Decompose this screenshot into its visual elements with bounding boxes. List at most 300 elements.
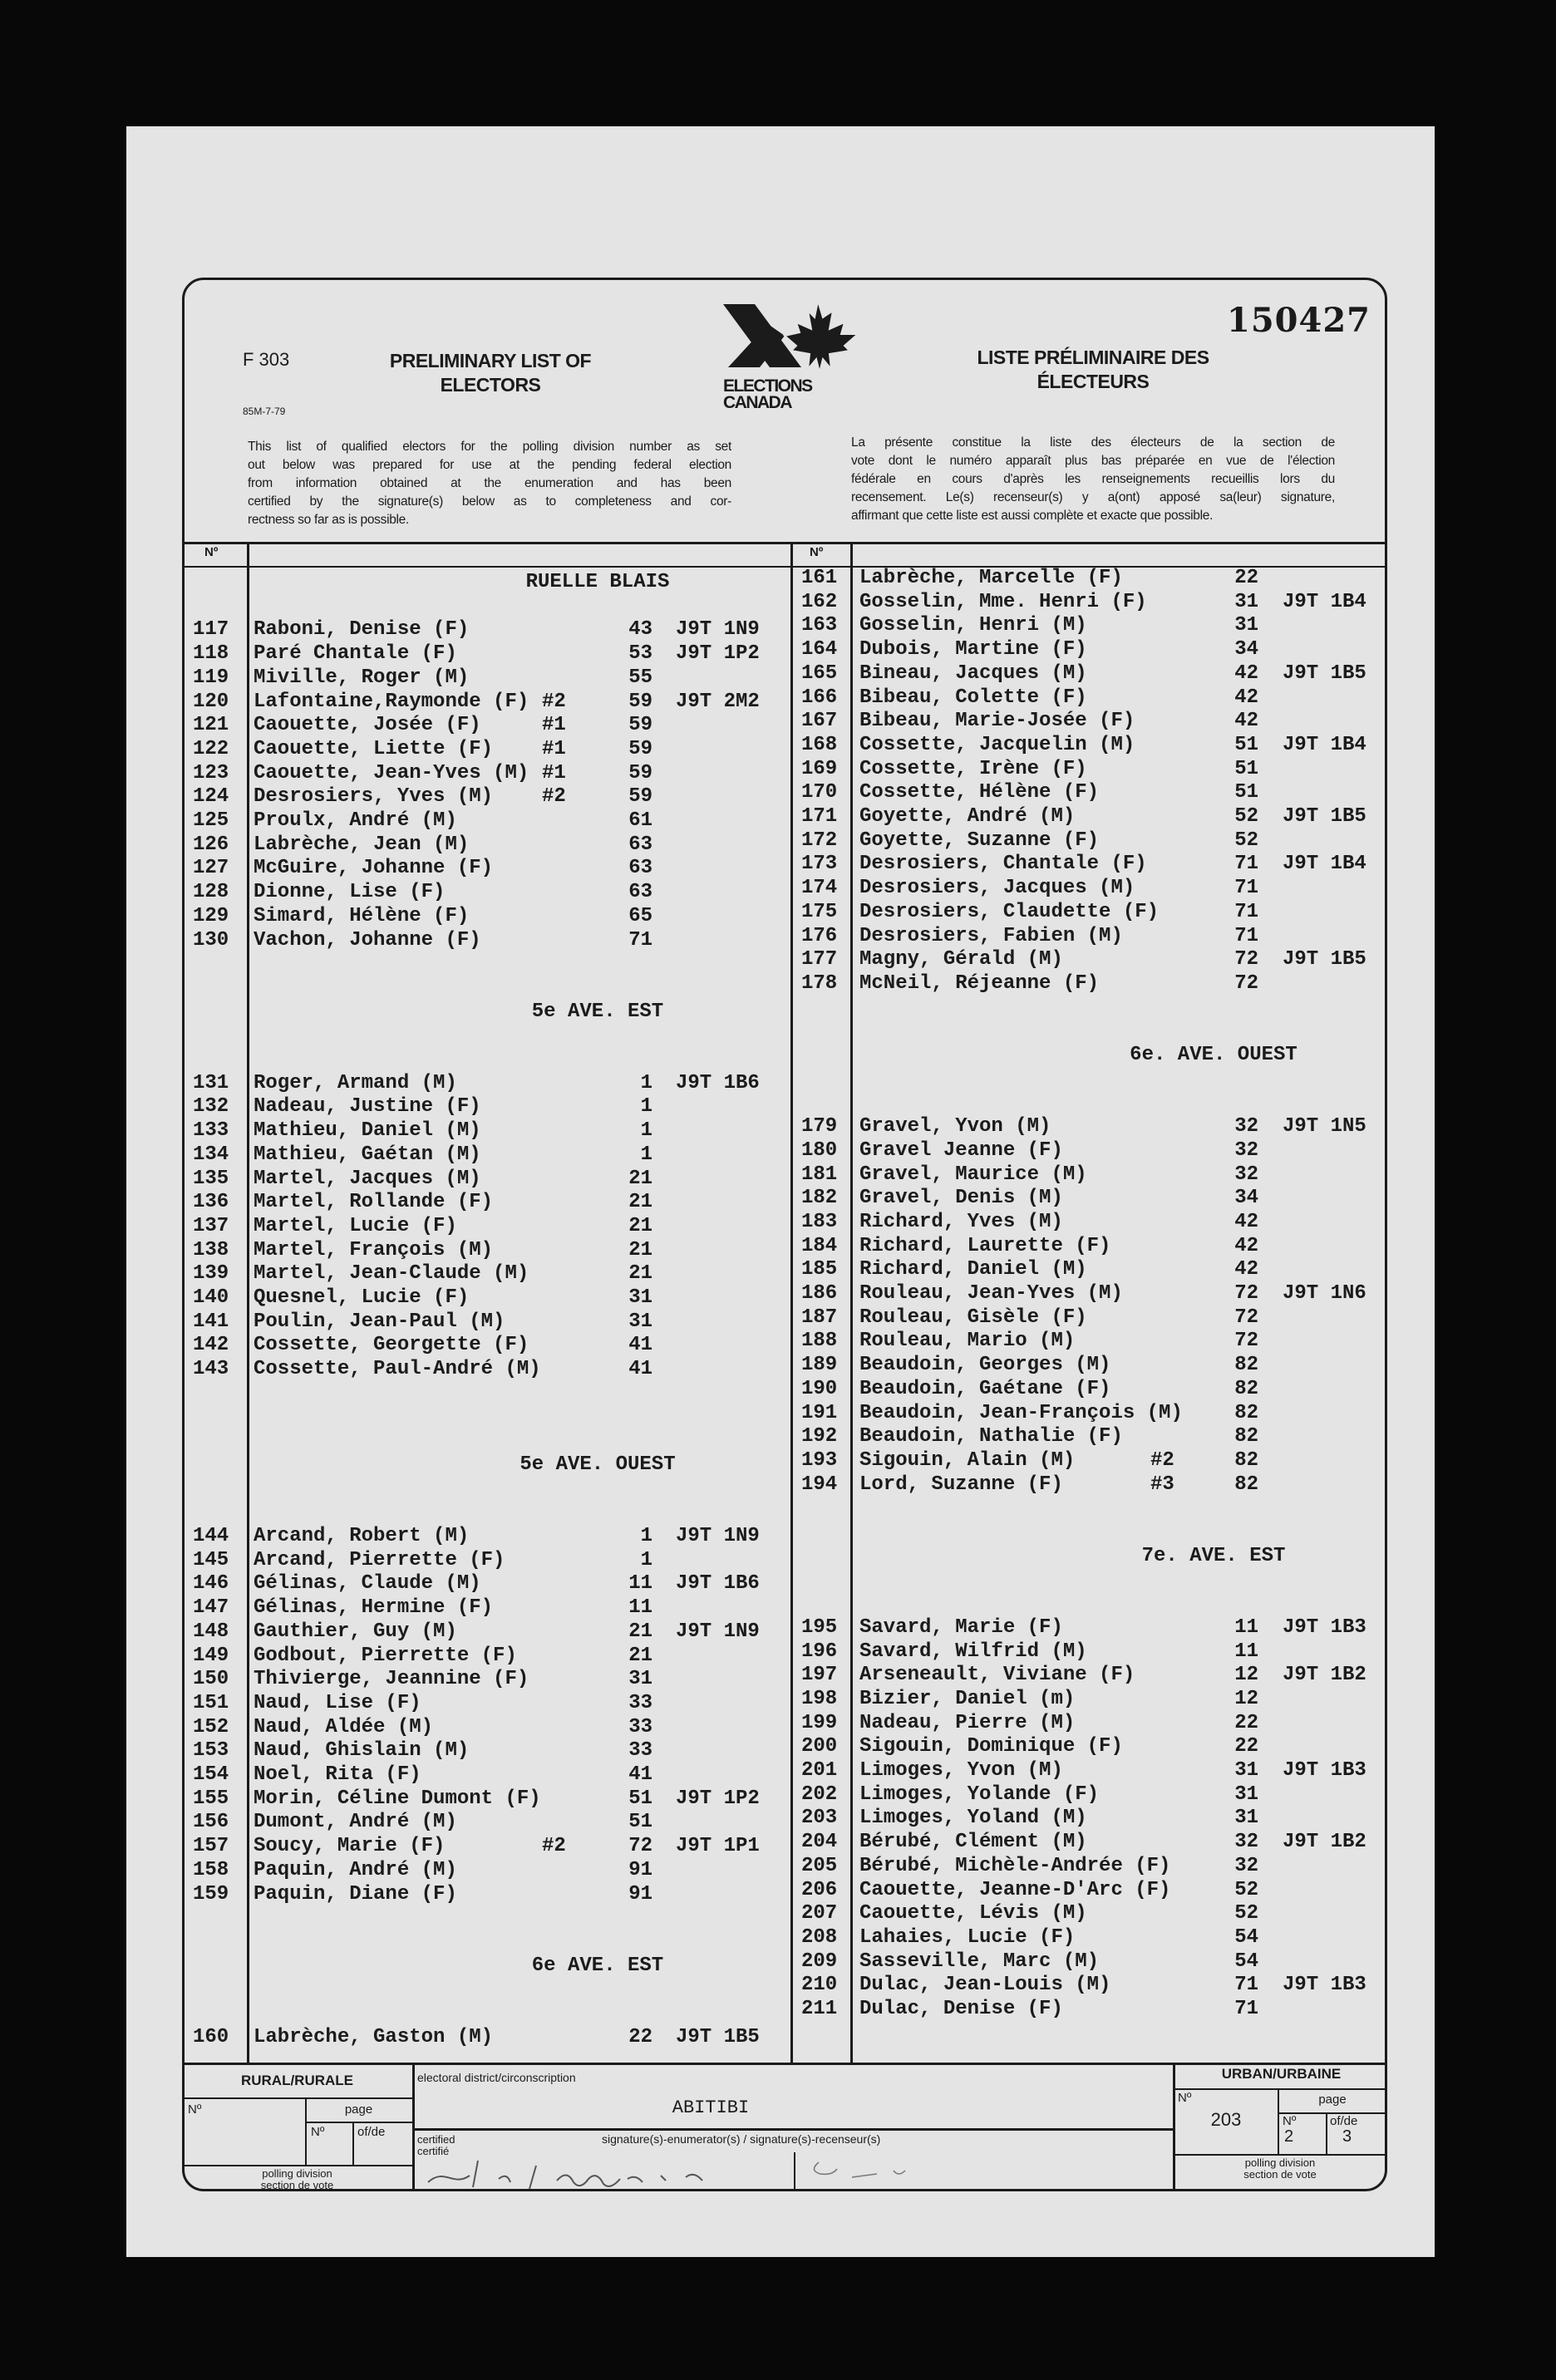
elector-name: Dubois, Martine (F) <box>859 638 1087 661</box>
elector-name: Vachon, Johanne (F) <box>254 928 481 952</box>
rule <box>352 2122 354 2166</box>
civic-number: 63 <box>628 881 652 904</box>
civic-number: 21 <box>628 1238 652 1261</box>
elector-number: 194 <box>801 1473 838 1496</box>
elector-name: Labrèche, Jean (M) <box>254 833 470 856</box>
footer-top-rule <box>182 2063 1387 2065</box>
civic-number: 52 <box>1234 1878 1258 1901</box>
elector-name: Arcand, Robert (M) <box>254 1525 470 1547</box>
elector-name: Desrosiers, Chantale (F) <box>859 853 1147 876</box>
elector-number: 199 <box>801 1711 838 1734</box>
elector-name: Richard, Yves (M) <box>859 1210 1063 1233</box>
elector-number: 190 <box>801 1377 838 1400</box>
elector-row <box>182 1787 791 1812</box>
elector-row <box>182 762 791 786</box>
elector-row <box>791 1235 1388 1259</box>
elector-note: #2 <box>542 690 566 713</box>
elector-list-left <box>182 567 791 2059</box>
intro-line: La présente constitue la liste des électeurs de la section de <box>851 435 1335 450</box>
postal-code: J9T 1N6 <box>1283 1282 1366 1305</box>
elector-row <box>182 1358 791 1382</box>
street-heading <box>182 1955 791 1979</box>
elector-name: Thivierge, Jeannine (F) <box>254 1668 529 1691</box>
elector-name: Cossette, Georgette (F) <box>254 1334 529 1357</box>
urban-page-of-label: of/de <box>1330 2114 1358 2128</box>
rule <box>182 2097 412 2099</box>
civic-number: 34 <box>1234 638 1258 661</box>
elector-number: 193 <box>801 1448 838 1472</box>
elector-number: 143 <box>193 1358 229 1381</box>
civic-number: 71 <box>1234 1998 1258 2020</box>
elector-row <box>791 1902 1388 1926</box>
elector-name: Naud, Lise (F) <box>254 1691 421 1714</box>
urban-page-label: page <box>1318 2092 1347 2107</box>
intro-line: This list of qualified electors for the polling division number as set <box>248 440 731 454</box>
intro-line: rectness so far as is possible. <box>248 513 410 527</box>
elector-name: Gosselin, Mme. Henri (F) <box>859 590 1147 613</box>
civic-number: 33 <box>628 1691 652 1714</box>
elector-row <box>791 1187 1388 1211</box>
left-number-header: Nº <box>204 545 219 559</box>
elector-row <box>791 662 1388 686</box>
elector-number: 124 <box>193 785 229 809</box>
elector-name: Dumont, André (M) <box>254 1811 457 1834</box>
street-heading <box>182 571 791 595</box>
footer-divider-left <box>412 2063 415 2191</box>
intro-line: certified by the signature(s) below as to completeness and cor- <box>248 494 731 509</box>
elector-number: 138 <box>193 1238 229 1261</box>
urban-no-label: Nº <box>1178 2091 1192 2105</box>
elector-row <box>791 1807 1388 1831</box>
civic-number: 51 <box>1234 781 1258 804</box>
elector-number: 149 <box>193 1644 229 1667</box>
civic-number: 59 <box>628 737 652 760</box>
elector-name: Nadeau, Justine (F) <box>254 1095 481 1119</box>
civic-number: 42 <box>1234 1210 1258 1233</box>
elector-number: 206 <box>801 1878 838 1901</box>
elector-number: 153 <box>193 1739 229 1763</box>
postal-code: J9T 1B5 <box>1283 948 1366 971</box>
elector-number: 162 <box>801 590 838 613</box>
elector-name: Cossette, Jacquelin (M) <box>859 733 1135 756</box>
civic-number: 71 <box>1234 853 1258 876</box>
civic-number: 42 <box>1234 1234 1258 1257</box>
civic-number: 31 <box>1234 614 1258 637</box>
rule <box>412 2128 1173 2131</box>
street-name: 7e. AVE. EST <box>1141 1544 1286 1567</box>
elector-row <box>182 1549 791 1573</box>
elector-row <box>791 877 1388 901</box>
elector-name: Caouette, Jean-Yves (M) <box>254 761 529 784</box>
elector-name: Limoges, Yoland (M) <box>859 1807 1087 1830</box>
elector-name: Paquin, André (M) <box>254 1858 457 1881</box>
elector-name: Bineau, Jacques (M) <box>859 661 1087 685</box>
elector-name: Goyette, Suzanne (F) <box>859 829 1100 852</box>
elector-row <box>791 1950 1388 1974</box>
elector-name: Rouleau, Gisèle (F) <box>859 1306 1087 1329</box>
civic-number: 21 <box>628 1644 652 1667</box>
civic-number: 61 <box>628 809 652 832</box>
intro-english <box>248 438 731 529</box>
civic-number: 71 <box>1234 1974 1258 1997</box>
elector-number: 154 <box>193 1763 229 1786</box>
street-name: 6e AVE. EST <box>531 1954 664 1977</box>
civic-number: 71 <box>1234 900 1258 923</box>
civic-number: 31 <box>1234 1783 1258 1806</box>
civic-number: 12 <box>1234 1664 1258 1687</box>
elector-row <box>182 1143 791 1168</box>
elector-list-right <box>791 567 1388 2059</box>
elector-number: 148 <box>193 1620 229 1643</box>
intro-french <box>851 434 1335 525</box>
intro-line: fédérale en cours d'après les renseignements recueillis lors du <box>851 472 1335 486</box>
elector-row <box>791 948 1388 972</box>
elector-name: Cossette, Paul-André (M) <box>254 1358 541 1381</box>
postal-code: J9T 1B3 <box>1283 1759 1366 1782</box>
postal-code: J9T 1B6 <box>676 1572 760 1596</box>
elector-name: McGuire, Johanne (F) <box>254 857 494 880</box>
elector-name: Desrosiers, Yves (M) <box>254 785 494 809</box>
elector-row <box>182 1310 791 1335</box>
elector-number: 211 <box>801 1998 838 2020</box>
civic-number: 52 <box>1234 1902 1258 1925</box>
elector-number: 157 <box>193 1835 229 1858</box>
street-name: RUELLE BLAIS <box>525 571 670 593</box>
elector-number: 128 <box>193 881 229 904</box>
postal-code: J9T 1B6 <box>676 1071 760 1094</box>
postal-code: J9T 1P2 <box>676 642 760 666</box>
elector-name: Noel, Rita (F) <box>254 1763 421 1786</box>
civic-number: 72 <box>1234 1306 1258 1329</box>
logo-text-elections: ELECTIONS <box>723 376 812 396</box>
elector-name: Roger, Armand (M) <box>254 1071 457 1094</box>
civic-number: 82 <box>1234 1448 1258 1472</box>
elector-name: Labrèche, Gaston (M) <box>254 2025 494 2048</box>
elector-row <box>791 829 1388 853</box>
postal-code: J9T 1B3 <box>1283 1974 1366 1997</box>
elector-number: 183 <box>801 1210 838 1233</box>
elector-row <box>791 1616 1388 1640</box>
civic-number: 52 <box>1234 805 1258 828</box>
elector-number: 125 <box>193 809 229 832</box>
street-heading <box>182 1001 791 1025</box>
elector-row <box>182 1215 791 1239</box>
elector-note: #3 <box>1150 1473 1174 1496</box>
civic-number: 41 <box>628 1763 652 1786</box>
elector-row <box>182 1525 791 1549</box>
postal-code: J9T 1B5 <box>1283 661 1366 685</box>
civic-number: 72 <box>1234 1330 1258 1353</box>
civic-number: 12 <box>1234 1687 1258 1710</box>
elector-number: 189 <box>801 1354 838 1377</box>
elector-number: 163 <box>801 614 838 637</box>
elector-row <box>791 1831 1388 1855</box>
elector-name: Caouette, Liette (F) <box>254 737 494 760</box>
elector-name: Gravel, Maurice (M) <box>859 1163 1087 1186</box>
elector-number: 197 <box>801 1664 838 1687</box>
elector-name: Gélinas, Claude (M) <box>254 1572 481 1596</box>
elector-row <box>182 642 791 666</box>
civic-number: 31 <box>1234 590 1258 613</box>
street-name: 6e. AVE. OUEST <box>1130 1044 1297 1066</box>
elector-row <box>791 972 1388 996</box>
elector-name: Naud, Aldée (M) <box>254 1715 434 1738</box>
civic-number: 65 <box>628 904 652 927</box>
elector-number: 130 <box>193 928 229 952</box>
elector-row <box>791 1330 1388 1354</box>
elector-row <box>182 1286 791 1310</box>
elector-number: 119 <box>193 666 229 689</box>
signature-label: signature(s)-enumerator(s) / signature(s)-recenseur(s) <box>602 2132 881 2146</box>
elector-number: 180 <box>801 1138 838 1162</box>
elector-name: Naud, Ghislain (M) <box>254 1739 470 1763</box>
elector-number: 137 <box>193 1214 229 1237</box>
elector-number: 168 <box>801 733 838 756</box>
intro-line: recensement. Le(s) recenseur(s) y a(ont) apposé sa(leur) signature, <box>851 490 1335 504</box>
elector-number: 200 <box>801 1735 838 1758</box>
elector-name: Beaudoin, Gaétane (F) <box>859 1377 1111 1400</box>
elector-row <box>791 1712 1388 1736</box>
elector-row <box>182 1668 791 1692</box>
elector-number: 141 <box>193 1310 229 1333</box>
elector-name: Magny, Gérald (M) <box>859 948 1063 971</box>
elector-number: 188 <box>801 1330 838 1353</box>
elector-name: Gravel, Yvon (M) <box>859 1115 1051 1138</box>
elector-number: 160 <box>193 2025 229 2048</box>
elector-number: 166 <box>801 686 838 709</box>
elector-row <box>791 710 1388 734</box>
civic-number: 72 <box>1234 948 1258 971</box>
civic-number: 53 <box>628 642 652 666</box>
intro-line: vote dont le numéro apparaît plus bas préparée en vue de l'élection <box>851 454 1335 468</box>
elector-number: 132 <box>193 1095 229 1119</box>
elector-row <box>182 1763 791 1787</box>
elector-name: Mathieu, Daniel (M) <box>254 1119 481 1143</box>
elector-name: Godbout, Pierrette (F) <box>254 1644 517 1667</box>
elector-number: 139 <box>193 1262 229 1286</box>
elector-name: Paquin, Diane (F) <box>254 1882 457 1905</box>
civic-number: 22 <box>1234 1735 1258 1758</box>
elector-name: Bizier, Daniel (m) <box>859 1687 1076 1710</box>
elector-number: 167 <box>801 710 838 733</box>
elector-name: Sigouin, Dominique (F) <box>859 1735 1123 1758</box>
elector-name: Desrosiers, Jacques (M) <box>859 877 1135 900</box>
elector-number: 187 <box>801 1306 838 1329</box>
postal-code: J9T 1N9 <box>676 1620 760 1643</box>
civic-number: 31 <box>628 1286 652 1309</box>
elector-name: Caouette, Lévis (M) <box>859 1902 1087 1925</box>
elector-name: Miville, Roger (M) <box>254 666 470 689</box>
civic-number: 21 <box>628 1191 652 1214</box>
form-number: F 303 <box>243 349 290 370</box>
elector-row <box>182 1239 791 1263</box>
civic-number: 72 <box>1234 971 1258 995</box>
elector-number: 150 <box>193 1668 229 1691</box>
elector-row <box>791 805 1388 829</box>
enumerator-signature-2 <box>802 2152 968 2190</box>
elector-name: Bérubé, Clément (M) <box>859 1831 1087 1854</box>
elector-number: 165 <box>801 661 838 685</box>
elector-row <box>791 734 1388 758</box>
elector-name: Martel, Jean-Claude (M) <box>254 1262 529 1286</box>
civic-number: 21 <box>628 1214 652 1237</box>
elector-name: Paré Chantale (F) <box>254 642 457 666</box>
x-maple-leaf-icon <box>720 299 861 374</box>
civic-number: 55 <box>628 666 652 689</box>
elector-row <box>182 1334 791 1358</box>
urban-polling-division <box>1173 2157 1387 2181</box>
postal-code: J9T 2M2 <box>676 690 760 713</box>
elector-number: 191 <box>801 1401 838 1424</box>
elector-row <box>791 853 1388 877</box>
elector-number: 208 <box>801 1925 838 1949</box>
elector-row <box>182 1883 791 1907</box>
elector-row <box>182 1692 791 1716</box>
elector-number: 135 <box>193 1167 229 1190</box>
elector-row <box>182 833 791 858</box>
civic-number: 51 <box>1234 733 1258 756</box>
civic-number: 54 <box>1234 1950 1258 1973</box>
certified-en: certified <box>417 2133 455 2146</box>
elector-number: 176 <box>801 924 838 947</box>
elector-name: Morin, Céline Dumont (F) <box>254 1787 541 1810</box>
civic-number: 22 <box>1234 1711 1258 1734</box>
elector-name: Beaudoin, Georges (M) <box>859 1354 1111 1377</box>
elector-note: #1 <box>542 737 566 760</box>
elector-name: Lafontaine,Raymonde (F) <box>254 690 529 713</box>
civic-number: 82 <box>1234 1473 1258 1496</box>
civic-number: 1 <box>640 1143 652 1166</box>
elector-row <box>182 1716 791 1740</box>
elector-number: 159 <box>193 1882 229 1905</box>
elector-number: 122 <box>193 737 229 760</box>
elector-number: 136 <box>193 1191 229 1214</box>
civic-number: 21 <box>628 1620 652 1643</box>
elector-row <box>182 1739 791 1763</box>
elector-row <box>791 1926 1388 1950</box>
enumerator-signature-1 <box>420 2151 769 2192</box>
elector-row <box>182 809 791 833</box>
elector-name: Gravel, Denis (M) <box>859 1187 1063 1210</box>
elector-name: Richard, Daniel (M) <box>859 1258 1087 1281</box>
certified-fr: certifié <box>417 2145 450 2157</box>
postal-code: J9T 1B4 <box>1283 590 1366 613</box>
elector-number: 129 <box>193 904 229 927</box>
elector-name: McNeil, Réjeanne (F) <box>859 971 1100 995</box>
elector-number: 182 <box>801 1187 838 1210</box>
elector-row <box>791 686 1388 711</box>
elector-name: Beaudoin, Jean-François (M) <box>859 1401 1183 1424</box>
civic-number: 82 <box>1234 1401 1258 1424</box>
elector-name: Limoges, Yvon (M) <box>859 1759 1063 1782</box>
urban-page-of-value: 3 <box>1342 2127 1352 2146</box>
elector-name: Savard, Marie (F) <box>859 1615 1063 1639</box>
elector-number: 133 <box>193 1119 229 1143</box>
elector-row <box>791 1306 1388 1330</box>
civic-number: 1 <box>640 1095 652 1119</box>
elector-name: Dulac, Denise (F) <box>859 1998 1063 2020</box>
elector-name: Arseneault, Viviane (F) <box>859 1664 1135 1687</box>
elector-row <box>182 1095 791 1119</box>
elector-name: Bibeau, Marie-Josée (F) <box>859 710 1135 733</box>
elector-row <box>182 929 791 953</box>
urban-page-no-label: Nº <box>1283 2114 1297 2128</box>
elector-name: Caouette, Jeanne-D'Arc (F) <box>859 1878 1171 1901</box>
elector-name: Gélinas, Hermine (F) <box>254 1596 494 1620</box>
civic-number: 11 <box>628 1572 652 1596</box>
elector-row <box>791 1664 1388 1688</box>
elector-number: 202 <box>801 1783 838 1806</box>
civic-number: 1 <box>640 1071 652 1094</box>
elector-name: Goyette, André (M) <box>859 805 1076 828</box>
civic-number: 21 <box>628 1262 652 1286</box>
postal-code: J9T 1B5 <box>676 2025 760 2048</box>
urban-page-no-value: 2 <box>1284 2127 1294 2146</box>
civic-number: 22 <box>1234 567 1258 589</box>
civic-number: 82 <box>1234 1377 1258 1400</box>
rural-polling-division <box>182 2168 412 2191</box>
civic-number: 51 <box>628 1811 652 1834</box>
elector-row <box>182 785 791 809</box>
elector-name: Sigouin, Alain (M) <box>859 1448 1076 1472</box>
elector-number: 181 <box>801 1163 838 1186</box>
elector-number: 173 <box>801 853 838 876</box>
civic-number: 22 <box>628 2025 652 2048</box>
civic-number: 31 <box>1234 1759 1258 1782</box>
civic-number: 54 <box>1234 1925 1258 1949</box>
civic-number: 32 <box>1234 1163 1258 1186</box>
elector-row <box>182 881 791 905</box>
civic-number: 52 <box>1234 829 1258 852</box>
civic-number: 11 <box>1234 1615 1258 1639</box>
elector-row <box>182 1596 791 1620</box>
elector-name: Savard, Wilfrid (M) <box>859 1640 1087 1663</box>
elector-name: Arcand, Pierrette (F) <box>254 1548 505 1571</box>
street-heading <box>791 1545 1388 1569</box>
rule <box>182 2165 412 2166</box>
rule <box>1326 2112 1327 2155</box>
civic-number: 82 <box>1234 1354 1258 1377</box>
elector-number: 186 <box>801 1282 838 1305</box>
elector-number: 196 <box>801 1640 838 1663</box>
civic-number: 34 <box>1234 1187 1258 1210</box>
elector-number: 117 <box>193 618 229 642</box>
urban-label: URBAN/URBAINE <box>1221 2066 1342 2082</box>
civic-number: 21 <box>628 1167 652 1190</box>
elector-name: Beaudoin, Nathalie (F) <box>859 1425 1123 1448</box>
right-number-header: Nº <box>810 545 824 559</box>
elector-note: #2 <box>542 1835 566 1858</box>
elector-number: 126 <box>193 833 229 856</box>
civic-number: 91 <box>628 1858 652 1881</box>
civic-number: 71 <box>1234 924 1258 947</box>
elector-row <box>791 1282 1388 1306</box>
elector-number: 127 <box>193 857 229 880</box>
elector-row <box>791 758 1388 782</box>
elector-number: 184 <box>801 1234 838 1257</box>
elector-row <box>791 638 1388 662</box>
elector-name: Poulin, Jean-Paul (M) <box>254 1310 505 1333</box>
elector-number: 192 <box>801 1425 838 1448</box>
elector-name: Lahaies, Lucie (F) <box>859 1925 1076 1949</box>
elector-number: 158 <box>193 1858 229 1881</box>
district-value: ABITIBI <box>672 2097 750 2118</box>
elector-name: Simard, Hélène (F) <box>254 904 470 927</box>
postal-code: J9T 1B4 <box>1283 853 1366 876</box>
elector-name: Gauthier, Guy (M) <box>254 1620 457 1643</box>
elector-number: 171 <box>801 805 838 828</box>
civic-number: 42 <box>1234 686 1258 709</box>
